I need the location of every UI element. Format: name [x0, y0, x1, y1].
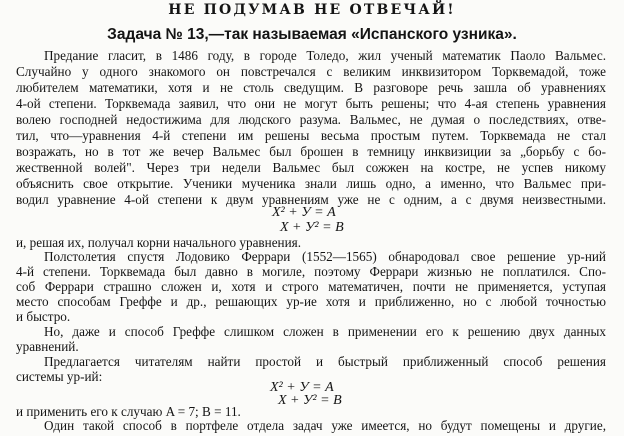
paragraph-line: жественной волей". Через три недели Вальмес был сожжен на костре, не успев никому: [16, 160, 606, 175]
problem-title: Задача № 13,—так называемая «Испанского узника».: [107, 26, 517, 43]
paragraph-line: тил, что—уравнения 4-й степени им решены весьма простым путем. Торквемада не стал: [16, 128, 606, 143]
equation-line: X² + У = A: [272, 205, 336, 220]
paragraph-line: любителем математики, хотя и не столь сведущим. В разговоре речь зашла об уравнениях: [16, 80, 606, 95]
paragraph-line: Предание гласит, в 1486 году, в городе Толедо, жил ученый математик Паоло Вальмес.: [44, 48, 606, 63]
paragraph-line: 4-й степени. Торквемада был давно в могиле, поэтому Феррари жизнью не поплатился. Спо-: [16, 264, 606, 279]
paragraph-line: водил уравнение 4-ой степени к двум уравнениям уже не с одним, а с двумя неизвестными.: [16, 192, 606, 207]
paragraph-line: объяснить свое открытие. Ученики мученика знали лишь одно, а именно, что Вальмес при-: [16, 176, 606, 191]
paragraph-line: системы ур-ий:: [16, 369, 103, 384]
paragraph-line: и применить его к случаю A = 7; B = 11.: [16, 404, 241, 419]
paragraph-line: Случайно у одного знакомого он повстречался с великим инквизитором Торквемадой, тоже: [16, 64, 606, 79]
equation-line: X + У² = B: [278, 393, 342, 408]
paragraph-line: соб Феррари страшно сложен и, хотя и строго математичен, почти не применяется, уступая: [16, 279, 606, 294]
paragraph-line: Но, даже и способ Греффе слишком сложен в применении его к решению двух данных: [44, 324, 606, 339]
paragraph-line: уравнений.: [16, 339, 79, 354]
paragraph-line: Предлагается читателям найти простой и быстрый приближенный способ решения: [44, 354, 606, 369]
paragraph-line: Полстолетия спустя Лодовико Феррари (1552—1565) обнародовал свое решение ур-ний: [44, 249, 606, 264]
paragraph-line: волею господней недостижима для людского разума. Вальмес, не думая о последствиях, отве-: [16, 112, 606, 127]
page-header: НЕ ПОДУМАВ НЕ ОТВЕЧАЙ!: [168, 2, 456, 18]
paragraph-line: 4-ой степени. Торквемада заявил, что они не могут быть решены; что 4-ая степень уравнения: [16, 96, 606, 111]
paragraph-line: место способам Греффе и др., решающих ур-ие хотя и приближенно, но с любой точностью: [16, 294, 606, 309]
paragraph-line: и, решая их, получал корни начального уравнения.: [16, 235, 302, 250]
equation-line: X + У² = B: [280, 220, 344, 235]
paragraph-line: и быстро.: [16, 309, 71, 324]
paragraph-line: возражать, но в тот же вечер Вальмес был брошен в темницу инквизиции за „борьбу с бо-: [16, 144, 606, 159]
equation-line: X² + У = A: [270, 380, 334, 395]
paragraph-line: Один такой способ в портфеле отдела задач уже имеется, но будут помещены и другие,: [44, 418, 606, 433]
